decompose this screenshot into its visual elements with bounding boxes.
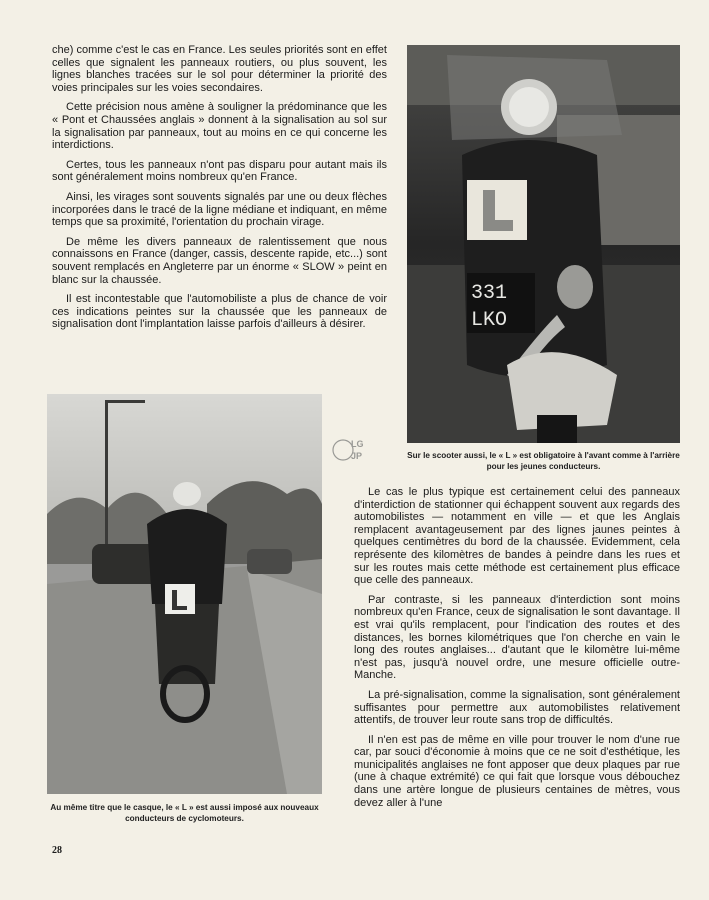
paragraph: De même les divers panneaux de ralentissement que nous connaissons en France (danger, cassis, descente rapide, etc...) sont souvent remplacés en Angleterre par un énorme « SLOW » peint en blanc sur la chaussée. xyxy=(52,235,387,286)
paragraph: Il n'en est pas de même en ville pour trouver le nom d'une rue car, par souci d'économie à moins que ce ne soit d'esthétique, les municipalités anglaises ne font apposer que deux plaques par rue (une à chaque extrémité) ce qui fait que lorsque vous débouchez dans une artère longue de plusieurs centaines de mètres, vous devez aller à l'une xyxy=(354,733,680,809)
paragraph: La pré-signalisation, comme la signalisation, sont généralement suffisantes pour permettre aux automobilistes relativement attentifs, de trouver leur route sans trop de difficultés. xyxy=(354,688,680,727)
stamp-mark xyxy=(331,433,375,467)
svg-text:LG: LG xyxy=(351,439,364,449)
right-text-column xyxy=(354,486,680,816)
scooter-caption: Sur le scooter aussi, le « L » est obligatoire à l'avant comme à l'arrière pour les jeunes conducteurs. xyxy=(407,451,680,471)
svg-text:JP: JP xyxy=(351,451,363,461)
paragraph: Le cas le plus typique est certainement celui des panneaux d'interdiction de stationner qui échappent souvent aux regards des automobilistes — notamment en ville — et que les Anglais remplacent avantageusement par des lignes jaunes peintes à quelques centimètres du bord de la chaussée. Evidemment, cela représente des kilomètres de bandes à peindre dans les rues et sur les routes mais cette méthode est certainement plus efficace que celle des panneaux. xyxy=(354,486,680,587)
plate-line-1: 331 xyxy=(471,282,508,305)
plate-line-2: LKO xyxy=(471,309,508,332)
scooter-photo xyxy=(407,45,680,443)
moped-illustration xyxy=(47,394,322,794)
paragraph: Cette précision nous amène à souligner la prédominance que les « Pont et Chaussées anglais » donnent à la signalisation au sol sur la signalisation par panneaux, tout au moins en ce qui concerne les interdictions. xyxy=(52,101,387,152)
paragraph: Par contraste, si les panneaux d'interdiction sont moins nombreux qu'en France, ceux de signalisation le sont davantage. Il est vrai qu'ils remplacent, pour l'indication des routes et des distances, les bornes kilométriques que l'on cherche en vain le long des routes anglaises... d'autant que le kilomètre lui-même n'est pas, jusqu'à nouvel ordre, une mesure officielle outre-Manche. xyxy=(354,593,680,682)
moped-photo xyxy=(47,394,322,794)
library-stamp xyxy=(331,433,375,467)
left-text-column xyxy=(52,44,387,338)
paragraph: Il est incontestable que l'automobiliste a plus de chance de voir ces indications peintes sur la chaussée que les panneaux de signalisation dont l'implantation laisse parfois d'ailleurs à désirer. xyxy=(52,293,387,331)
paragraph: Certes, tous les panneaux n'ont pas disparu pour autant mais ils sont généralement moins nombreux qu'en France. xyxy=(52,158,387,184)
paragraph: Ainsi, les virages sont souvents signalés par une ou deux flèches incorporées dans le tracé de la ligne médiane et indiquant, en même temps que sa proximité, l'orientation du prochain virage. xyxy=(52,190,387,229)
page-number: 28 xyxy=(52,845,62,856)
scooter-illustration xyxy=(407,45,680,443)
paragraph: che) comme c'est le cas en France. Les seules priorités sont en effet celles que signalent les panneaux routiers, ou plus souvent, les lignes blanches tracées sur le sol pour déterminer la priorité des voies principales sur les voies secondaires. xyxy=(52,44,387,94)
moped-caption: Au même titre que le casque, le « L » est aussi imposé aux nouveaux conducteurs de cyclomoteurs. xyxy=(50,803,319,823)
